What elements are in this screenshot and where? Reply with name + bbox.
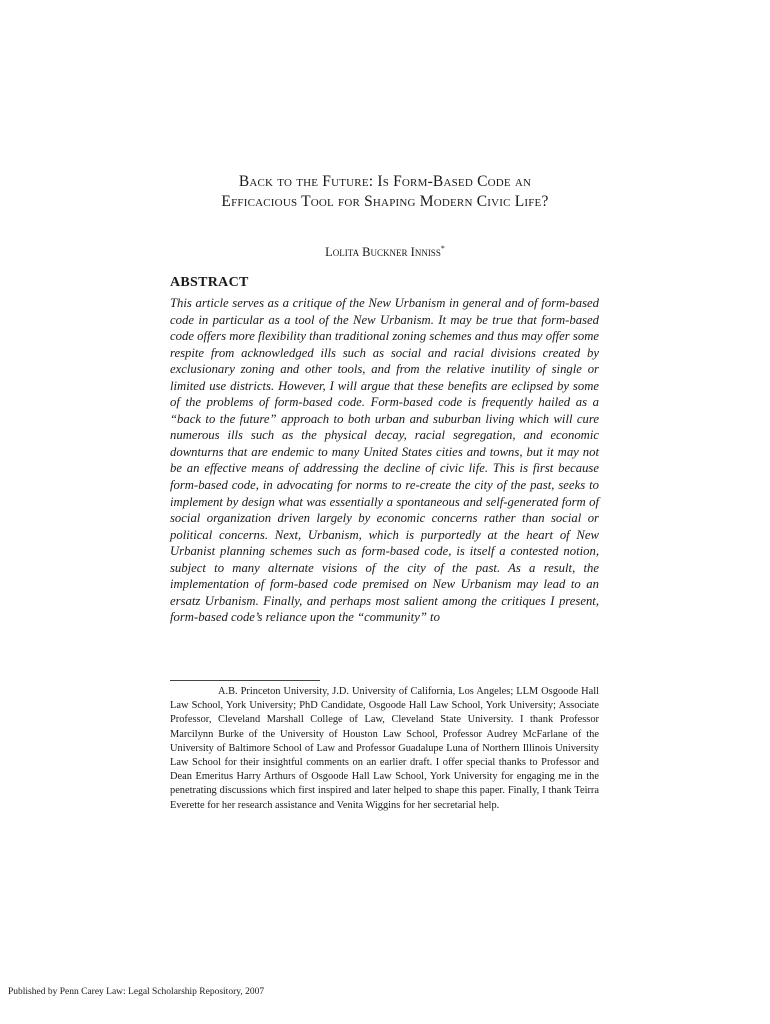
- author-name: Lolita Buckner Inniss: [325, 245, 441, 260]
- title-line-1: Back to the Future: Is Form-Based Code an: [238, 173, 532, 190]
- abstract-text: This article serves as a critique of the New Urbanism in general and of form-based code in particular as a tool of the New Urbanism. It may be true that form-based code offers more flexibility than traditional zoning schemes and thus may offer some respite from acknowledged ills such as social and racial divisions created by exclusionary zoning and other tools, and from the relative inutility of single or limited use districts. However, I will argue that these benefits are eclipsed by some of the problems of form-based code. Form-based code is frequently hailed as a “back to the future” approach to both urban and suburban living which will cure numerous ills such as the physical decay, racial segregation, and economic downturns that are endemic to many United States cities and towns, but it may not be an effective means of addressing the decline of civic life. This is first because form-based code, in advocating for norms to re-create the city of the past, seeks to implement by design what was essentially a spontaneous and self-generated form of social organization driven largely by economic concerns rather than social or political concerns. Next, Urbanism, which is purportedly at the heart of New Urbanist planning schemes such as form-based code, is itself a contested notion, subject to many alternate visions of the city of the past. As a result, the implementation of form-based code premised on New Urbanism may lead to an ersatz Urbanism. Finally, and perhaps most salient among the critiques I present, form-based code’s reliance upon the “community” to: [170, 296, 599, 625]
- author-line: [150, 244, 620, 260]
- author-footnote-mark: *: [440, 244, 445, 253]
- article-title: [100, 172, 670, 212]
- title-line-2: Efficacious Tool for Shaping Modern Civic Life?: [221, 193, 549, 210]
- publisher-footer: Published by Penn Carey Law: Legal Scholarship Repository, 2007: [8, 987, 265, 997]
- abstract-heading: ABSTRACT: [170, 275, 249, 290]
- author-footnote: A.B. Princeton University, J.D. University of California, Los Angeles; LLM Osgoode Hall Law School, York University; PhD Candidate, Osgoode Hall Law School, York University; Associate Professor, Cleveland Marshall College of Law, Cleveland State University. I thank Professor Marcilynn Burke of the University of Houston Law School, Professor Audrey McFarlane of the University of Baltimore School of Law and Professor Guadalupe Luna of Northern Illinois University Law School for their insightful comments on an earlier draft. I offer special thanks to Professor and Dean Emeritus Harry Arthurs of Osgoode Hall Law School, York University for engaging me in the penetrating discussions which first inspired and later helped to shape this paper. Finally, I thank Teirra Everette for her research assistance and Venita Wiggins for her secretarial help.: [170, 686, 599, 811]
- footnote-divider: [170, 680, 320, 681]
